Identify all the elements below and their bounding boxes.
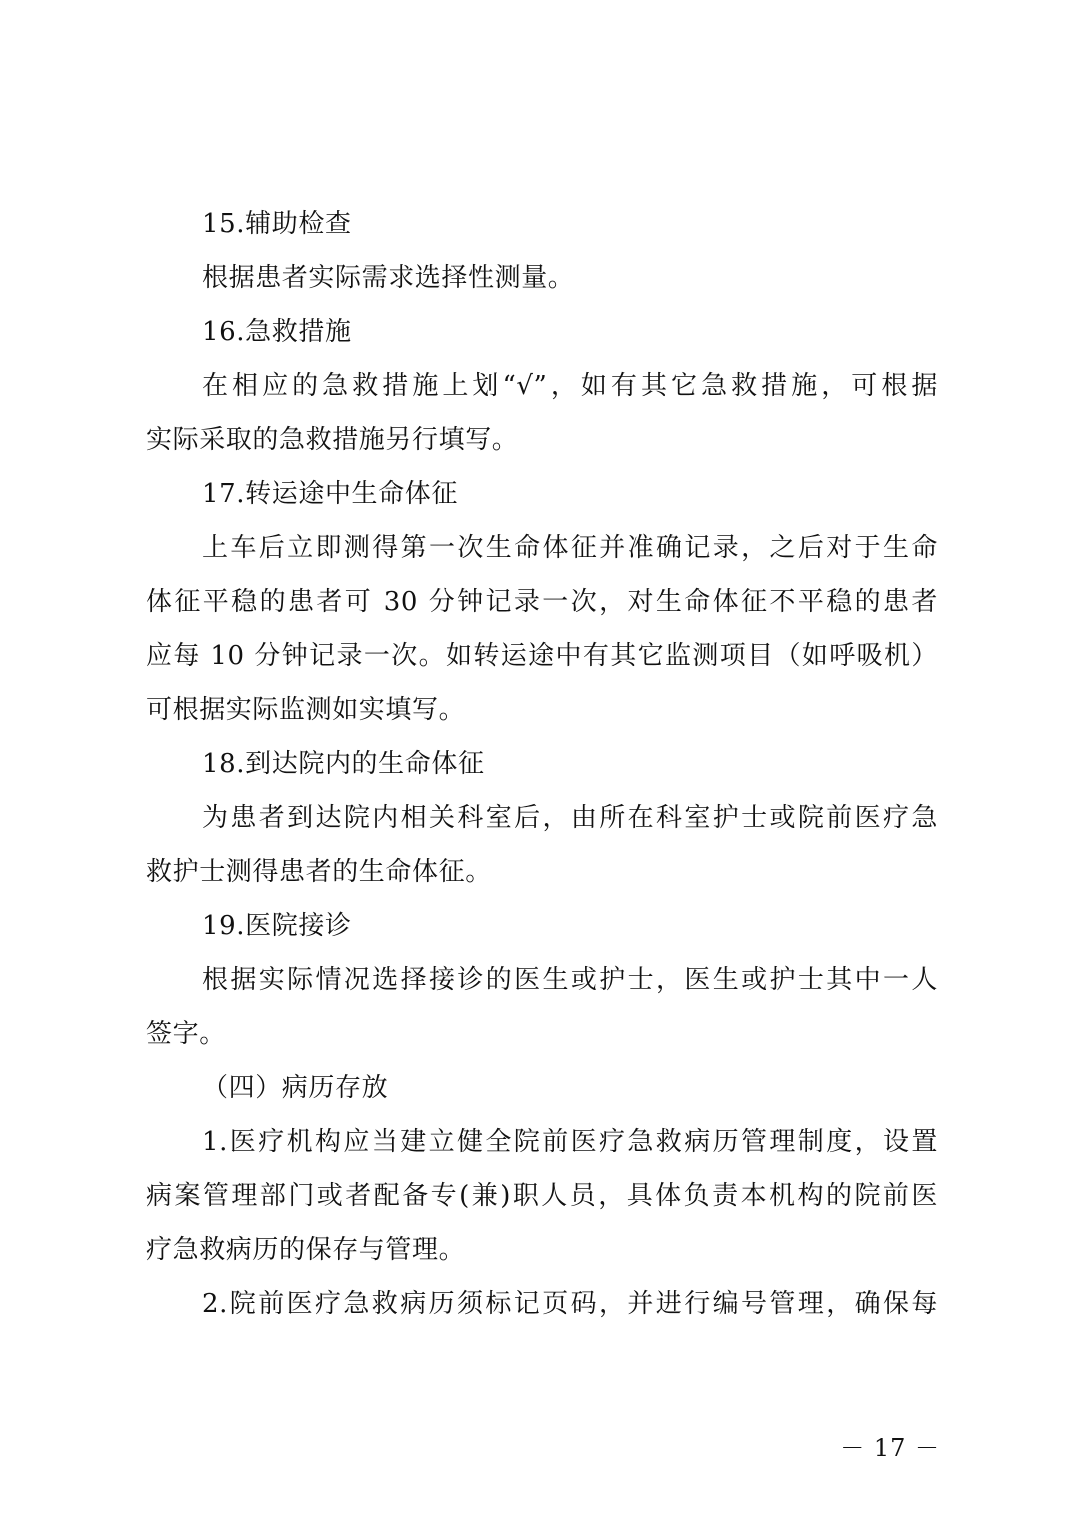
paragraph-line: 病案管理部门或者配备专(兼)职人员，具体负责本机构的院前医 bbox=[146, 1181, 938, 1211]
paragraph-line: 根据患者实际需求选择性测量。 bbox=[202, 263, 575, 293]
paragraph-line: 1.医疗机构应当建立健全院前医疗急救病历管理制度，设置 bbox=[202, 1127, 938, 1157]
page-number: － 17 － bbox=[840, 1434, 940, 1462]
paragraph-line: 实际采取的急救措施另行填写。 bbox=[146, 425, 519, 455]
section-heading-record-storage: （四）病历存放 bbox=[202, 1073, 389, 1103]
section-heading-auxiliary-exam: 15.辅助检查 bbox=[202, 209, 352, 239]
section-heading-transport-vitals: 17.转运途中生命体征 bbox=[202, 479, 458, 509]
section-heading-emergency-measures: 16.急救措施 bbox=[202, 317, 352, 347]
document-body bbox=[146, 197, 938, 1331]
section-heading-arrival-vitals: 18.到达院内的生命体征 bbox=[202, 749, 485, 779]
paragraph-line: 体征平稳的患者可 30 分钟记录一次，对生命体征不平稳的患者 bbox=[146, 587, 938, 617]
paragraph-line: 为患者到达院内相关科室后，由所在科室护士或院前医疗急 bbox=[202, 803, 938, 833]
paragraph-line: 疗急救病历的保存与管理。 bbox=[146, 1235, 466, 1265]
paragraph-line: 签字。 bbox=[146, 1019, 226, 1049]
paragraph-line: 可根据实际监测如实填写。 bbox=[146, 695, 466, 725]
paragraph-line: 上车后立即测得第一次生命体征并准确记录，之后对于生命 bbox=[202, 533, 938, 563]
paragraph-line: 救护士测得患者的生命体征。 bbox=[146, 857, 492, 887]
paragraph-line: 应每 10 分钟记录一次。如转运途中有其它监测项目（如呼吸机） bbox=[146, 641, 938, 671]
paragraph-line: 在相应的急救措施上划“√”，如有其它急救措施，可根据 bbox=[202, 371, 938, 401]
paragraph-line: 根据实际情况选择接诊的医生或护士，医生或护士其中一人 bbox=[202, 965, 938, 995]
section-heading-hospital-reception: 19.医院接诊 bbox=[202, 911, 352, 941]
paragraph-line: 2.院前医疗急救病历须标记页码，并进行编号管理，确保每 bbox=[202, 1289, 938, 1319]
